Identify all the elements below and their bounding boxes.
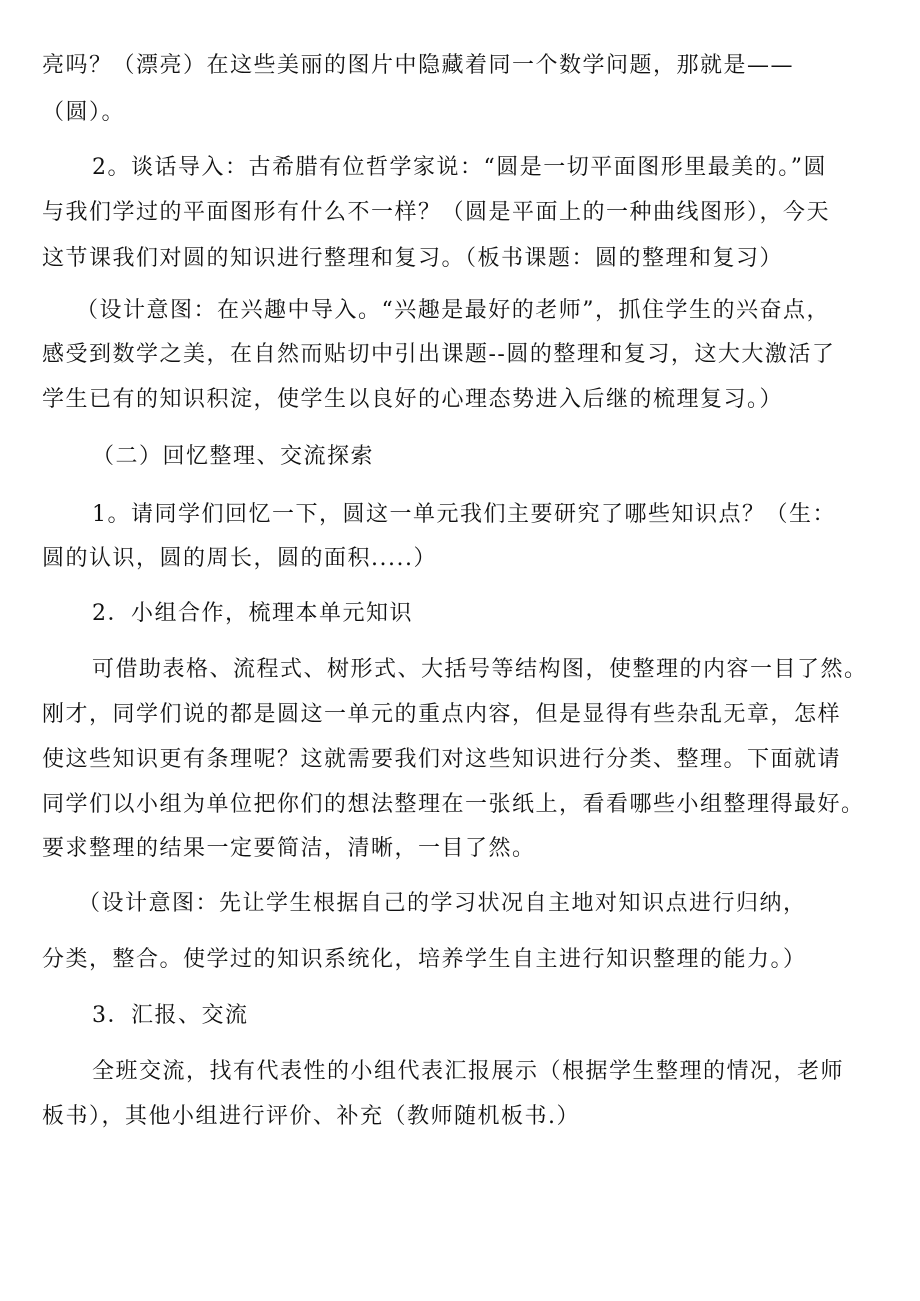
paragraph-line: 学生已有的知识积淀，使学生以良好的心理态势进入后继的梳理复习。） — [42, 387, 784, 412]
paragraph-line: 感受到数学之美，在自然而贴切中引出课题--圆的整理和复习，这大大激活了 — [42, 342, 836, 367]
paragraph-line: 与我们学过的平面图形有什么不一样？（圆是平面上的一种曲线图形），今天 — [42, 200, 831, 225]
paragraph-line: 板书），其他小组进行评价、补充（教师随机板书.） — [42, 1104, 580, 1129]
paragraph-line: 刚才，同学们说的都是圆这一单元的重点内容，但是显得有些杂乱无章，怎样 — [42, 702, 842, 727]
paragraph-line: 这节课我们对圆的知识进行整理和复习。（板书课题：圆的整理和复习） — [42, 246, 784, 271]
paragraph-line: （设计意图：在兴趣中导入。“兴趣是最好的老师”，抓住学生的兴奋点， — [76, 298, 830, 323]
paragraph-line: （圆）。 — [42, 100, 126, 125]
paragraph-line: 要求整理的结果一定要简洁，清晰，一目了然。 — [42, 836, 536, 861]
subheading: 3．汇报、交流 — [92, 1003, 249, 1028]
paragraph-line: 可借助表格、流程式、树形式、大括号等结构图，使整理的内容一目了然。 — [92, 657, 868, 682]
paragraph-line: 全班交流，找有代表性的小组代表汇报展示（根据学生整理的情况，老师 — [92, 1059, 845, 1084]
paragraph-line: 亮吗？（漂亮）在这些美丽的图片中隐藏着同一个数学问题，那就是—— — [42, 53, 795, 78]
section-heading: （二）回忆整理、交流探索 — [92, 444, 375, 469]
paragraph-line: （设计意图：先让学生根据自己的学习状况自主地对知识点进行归纳， — [78, 891, 807, 916]
subheading: 2．小组合作，梳理本单元知识 — [92, 601, 413, 626]
paragraph-line: 圆的认识，圆的周长，圆的面积.....） — [42, 546, 437, 571]
paragraph-line: 同学们以小组为单位把你们的想法整理在一张纸上，看看哪些小组整理得最好。 — [42, 792, 865, 817]
paragraph-line: 2。谈话导入：古希腊有位哲学家说：“圆是一切平面图形里最美的。”圆 — [92, 155, 827, 180]
paragraph-line: 分类，整合。使学过的知识系统化，培养学生自主进行知识整理的能力。） — [42, 947, 807, 972]
paragraph-line: 使这些知识更有条理呢？这就需要我们对这些知识进行分类、整理。下面就请 — [42, 747, 842, 772]
paragraph-line: 1。请同学们回忆一下，圆这一单元我们主要研究了哪些知识点？（生： — [92, 502, 836, 527]
